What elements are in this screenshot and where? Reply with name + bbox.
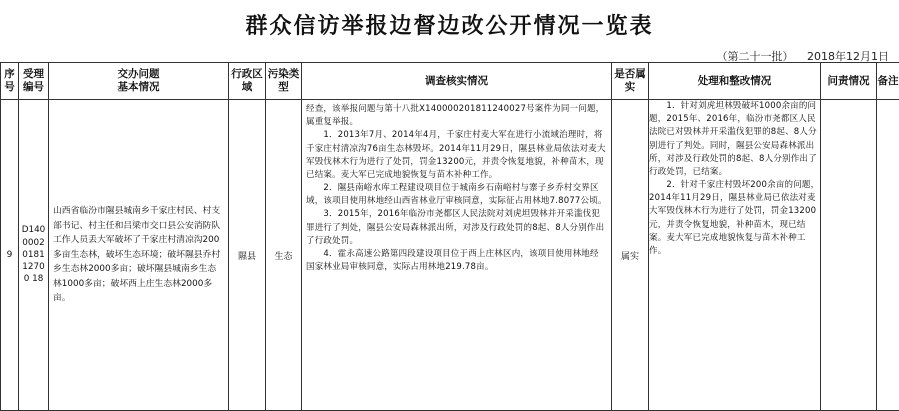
date-label: 2018年12月1日	[807, 50, 889, 63]
table-row	[1, 100, 899, 411]
cell-seq: 9	[1, 100, 19, 411]
cell-verified: 属实	[612, 100, 649, 411]
investigation-text: 经查，该举报问题与第十八批X140000201811240027号案件为同一问题，属重复举报。 1．2013年7月、2014年4月，千家庄村麦大军在进行小流域治理时，将千家庄村清凉沟76亩生态林毁坏。2014年11月29日，隰县林业局依法对麦大军毁伐林木行为进行了处罚，罚金13200元，并责令恢复地貌，补种苗木，现已结案。麦大军已完成地貌恢复与苗木补种工作。 2．隰县南峪水库工程建设项目位于城南乡石南峪村与寨子乡乔村交界区域，该项目使用林地经山西省林业厅审核同意，实际征占用林地7.8077公顷。 3．2015年，2016年临汾市尧都区人民法院对刘虎坦毁林并开采滥伐犯罪进行了判处，隰县公安局森林派出所，对涉及行政处罚的8起、8人分别作出了行政处罚。 4．霍永高速公路第四段建设项目位于西上庄林区内，该项目使用林地经国家林业局审核同意，实际占用林地219.78亩。	[306, 104, 607, 273]
table-header-row	[1, 63, 899, 100]
cell-handling	[649, 100, 821, 411]
report-table	[0, 62, 899, 411]
header-seq: 序号	[1, 63, 19, 100]
header-region: 行政区域	[229, 63, 266, 100]
batch-label: （第二十一批）	[716, 50, 794, 63]
header-issue: 交办问题 基本情况	[49, 63, 229, 100]
header-accountability: 问责情况	[821, 63, 877, 100]
header-investigation: 调查核实情况	[302, 63, 612, 100]
cell-investigation	[302, 100, 612, 411]
cell-accountability	[821, 100, 877, 411]
header-remark: 备注	[877, 63, 899, 100]
handling-text: 1．针对刘虎坦林毁破坏1000余亩的问题，2015年、2016年，临汾市尧都区人民法院已对毁林并开采滥伐犯罪的8起、8人分别进行了判处。同时，隰县公安局森林派出所，对涉及行政处罚的8起、8人分别作出了行政处罚，已结案。 2．针对千家庄村毁坏200余亩的问题，2014年11月29日，隰县林业局已依法对麦大军毁伐林木行为进行了处罚，罚金13200元，并责令恢复地貌，补种苗木，现已结案。麦大军已完成地貌恢复与苗木补种工作。	[649, 101, 820, 256]
header-pollution: 污染类型	[266, 63, 302, 100]
header-handling: 处理和整改情况	[649, 63, 821, 100]
cell-code: D1400002018112700 18	[19, 100, 49, 411]
cell-remark	[877, 100, 899, 411]
page-title: 群众信访举报边督边改公开情况一览表	[245, 13, 654, 39]
header-verified: 是否属实	[612, 63, 649, 100]
header-code: 受理编号	[19, 63, 49, 100]
cell-pollution: 生态	[266, 100, 302, 411]
cell-issue: 山西省临汾市隰县城南乡千家庄村民、村支部书记、村主任和吕梁市交口县公安消防队工作人员丢大军破坏了千家庄村清凉沟200多亩生态林，破坏生态环境；破坏隰县乔村乡生态林2000多亩；破坏隰县城南乡生态林1000多亩；破坏西上庄生态林2000多亩。	[49, 100, 229, 411]
cell-region: 隰县	[229, 100, 266, 411]
